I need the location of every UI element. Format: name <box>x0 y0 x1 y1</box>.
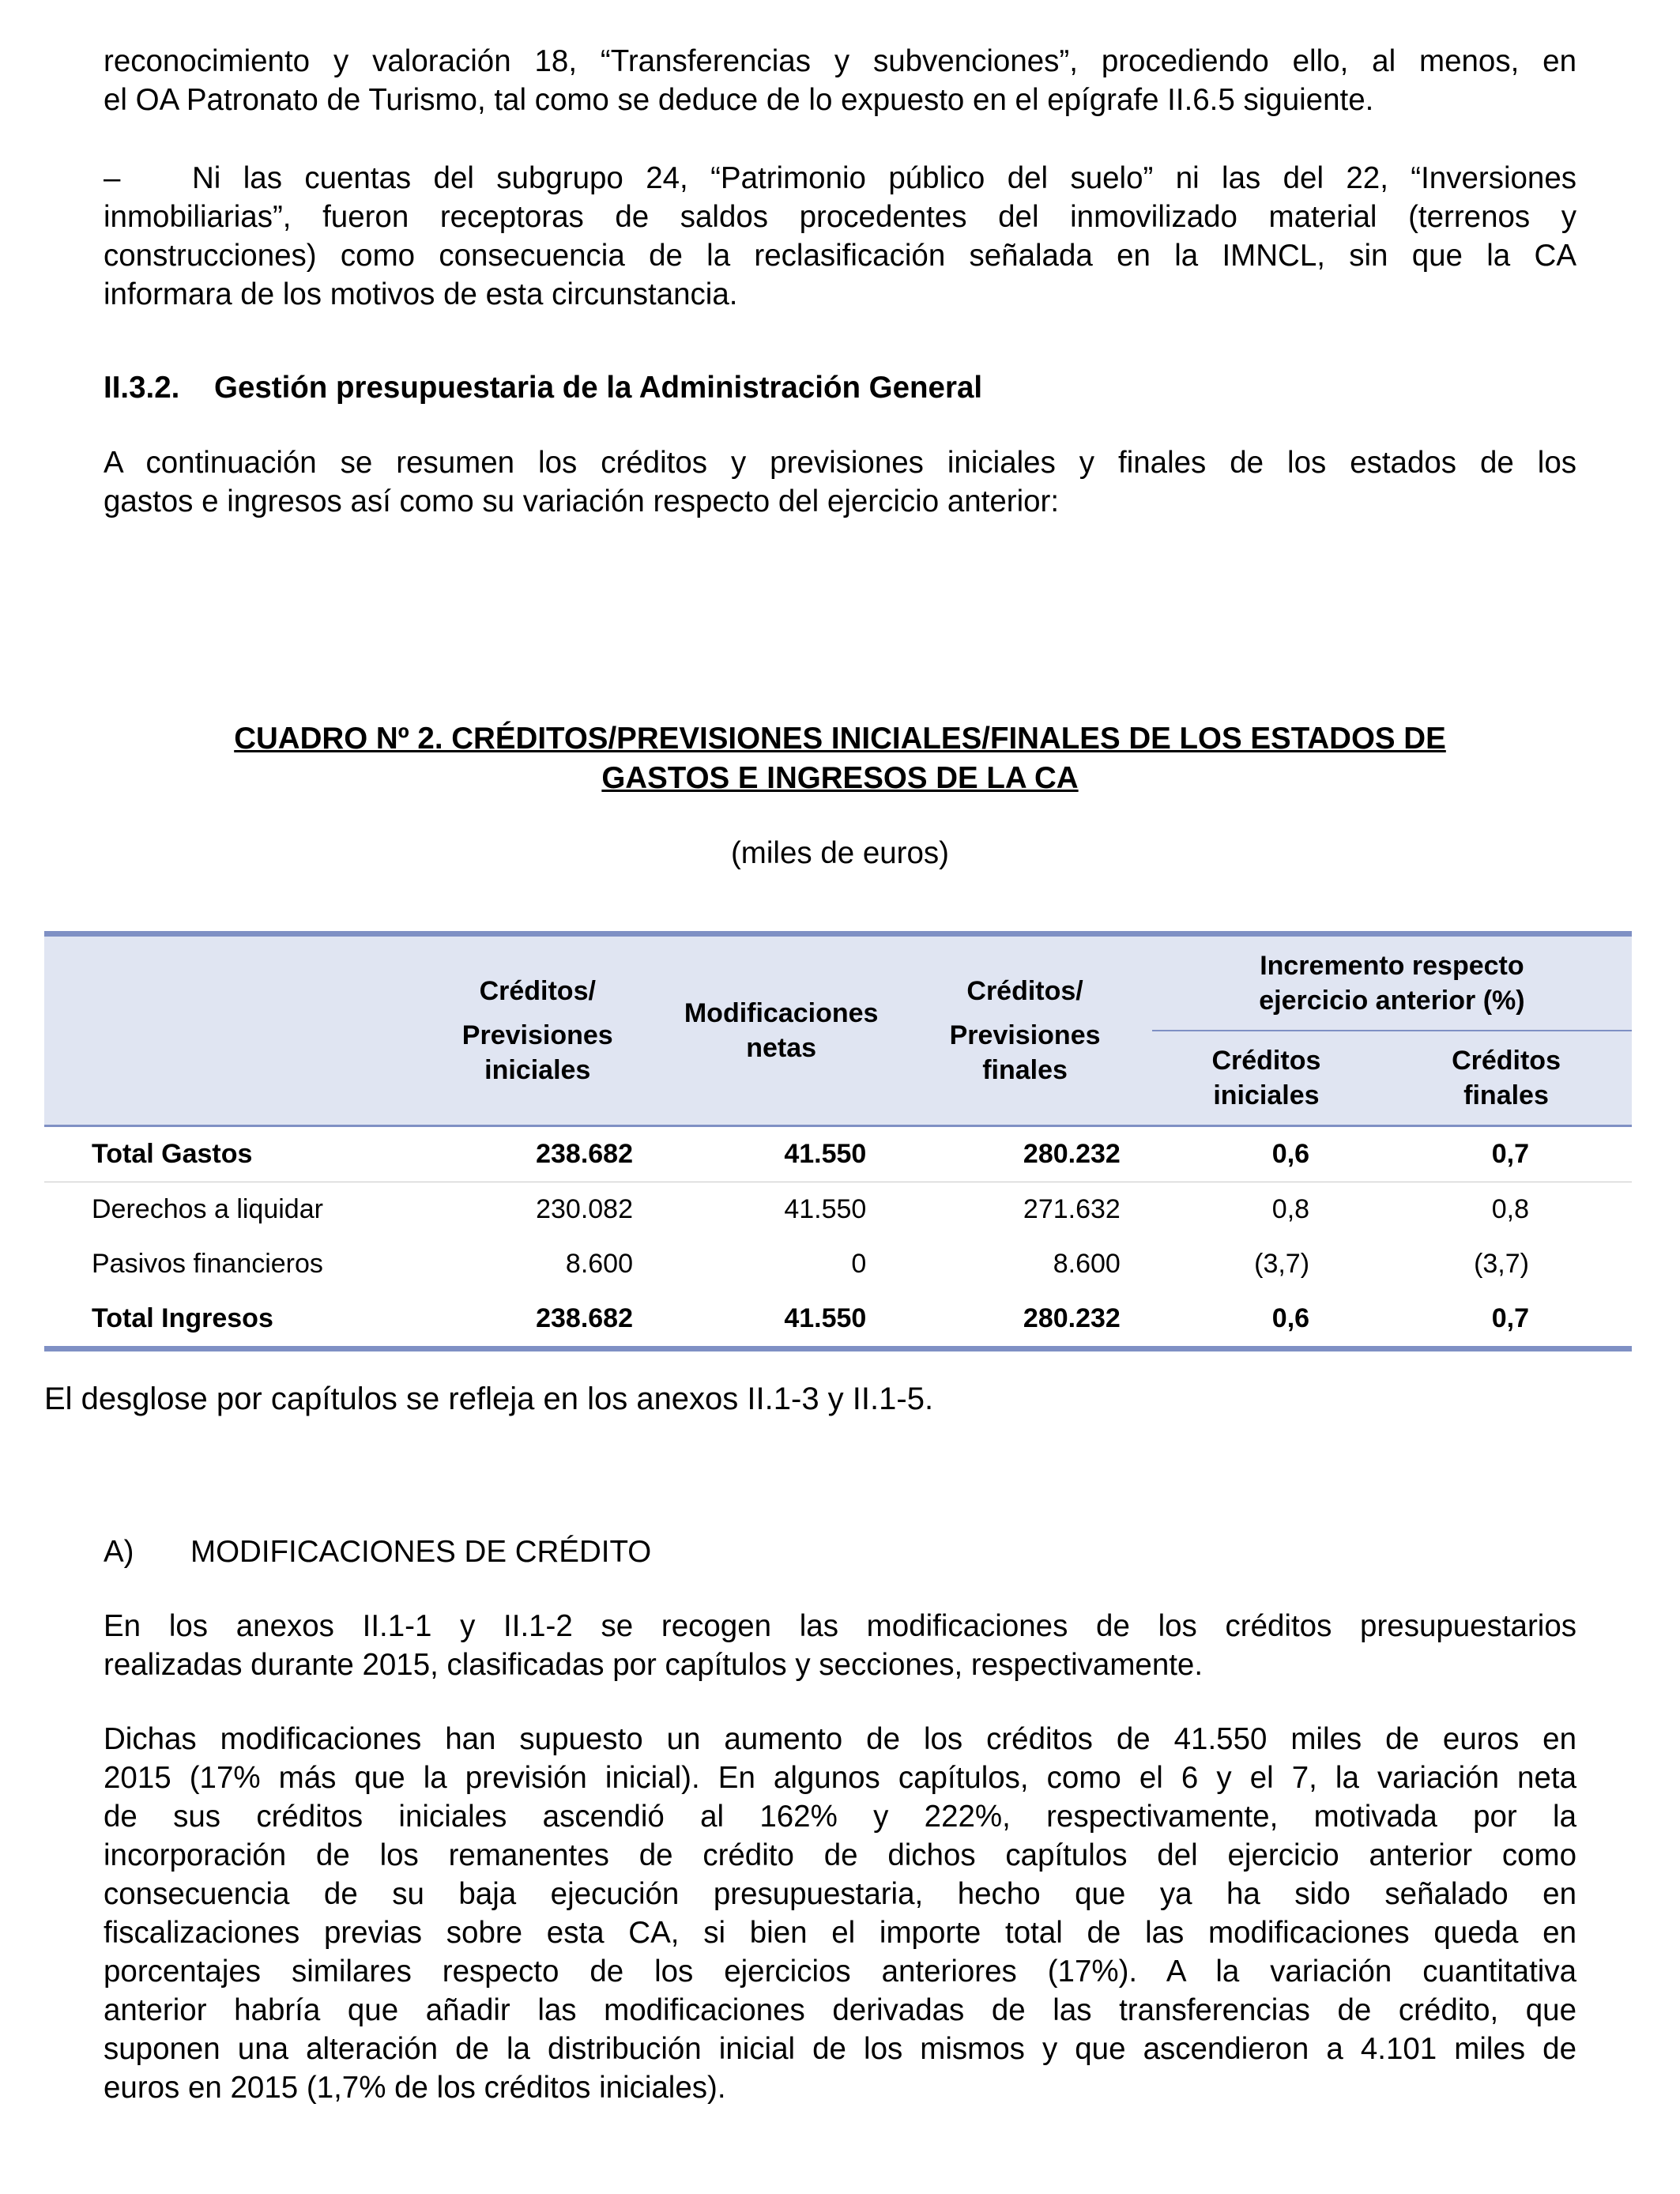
cell-value: 0,6 <box>1271 1303 1310 1333</box>
text-line <box>104 159 1576 198</box>
text-line: reconocimiento y valoración 18, “Transferencias y subvenciones”, procediendo ello, al menos, en <box>104 44 1576 78</box>
header-text: Créditos/ <box>479 976 596 1006</box>
cell-value: 8.600 <box>565 1249 633 1279</box>
header-text: Previsiones iniciales <box>461 1020 613 1085</box>
table-row <box>44 1126 1632 1182</box>
table-title <box>104 719 1576 798</box>
row-label: Total Ingresos <box>92 1303 273 1333</box>
table-row <box>44 1182 1632 1238</box>
text-line-content: Ni las cuentas del subgrupo 24, “Patrimonio público del suelo” ni las del 22, “Inversiones <box>192 161 1576 195</box>
text-line: informara de los motivos de esta circunstancia. <box>104 277 738 311</box>
header-text: Créditos iniciales <box>1211 1046 1321 1110</box>
text-line: construcciones) como consecuencia de la reclasificación señalada en la IMNCL, sin que la CA <box>104 239 1576 273</box>
cell-value: 271.632 <box>1023 1194 1121 1224</box>
section-heading <box>104 368 1576 407</box>
cell-value: (3,7) <box>1254 1249 1310 1279</box>
table-title-line: CUADRO Nº 2. CRÉDITOS/PREVISIONES INICIALES/FINALES DE LOS ESTADOS DE <box>234 722 1446 756</box>
subsection-letter: A) <box>104 1535 134 1569</box>
cell-value: 230.082 <box>536 1194 633 1224</box>
text-line: consecuencia de su baja ejecución presupuestaria, hecho que ya ha sido señalado en <box>104 1877 1576 1911</box>
cell-value: 41.550 <box>665 1126 898 1182</box>
row-label: Derechos a liquidar <box>92 1194 323 1224</box>
header-creditos-finales <box>898 934 1152 1126</box>
section-title: Gestión presupuestaria de la Administración General <box>214 371 983 405</box>
cell-value: 41.550 <box>784 1303 867 1333</box>
subsection-title: MODIFICACIONES DE CRÉDITO <box>190 1535 652 1569</box>
row-label: Total Gastos <box>44 1126 411 1182</box>
table-title-line: GASTOS E INGRESOS DE LA CA <box>601 761 1079 795</box>
cell-value: 0,8 <box>1491 1194 1529 1224</box>
row-label: Pasivos financieros <box>92 1249 323 1279</box>
text-line: el OA Patronato de Turismo, tal como se deduce de lo expuesto en el epígrafe II.6.5 siguiente. <box>104 83 1374 117</box>
header-text: Previsiones finales <box>949 1020 1101 1085</box>
cell-value: 0 <box>851 1249 867 1279</box>
header-modificaciones <box>665 934 898 1126</box>
header-incremento-group <box>1152 934 1632 1031</box>
table-units: (miles de euros) <box>730 836 949 870</box>
cell-value: 238.682 <box>411 1126 665 1182</box>
paragraph-3 <box>104 443 1576 521</box>
cell-value: 280.232 <box>898 1126 1152 1182</box>
text-line: gastos e ingresos así como su variación respecto del ejercicio anterior: <box>104 484 1060 518</box>
text-line: En los anexos II.1-1 y II.1-2 se recogen las modificaciones de los créditos presupuestarios <box>104 1609 1576 1643</box>
header-text: Modificaciones netas <box>684 998 879 1063</box>
header-text: Incremento respecto ejercicio anterior (%) <box>1259 951 1525 1016</box>
paragraph-5 <box>104 1607 1576 1684</box>
cell-value: 0,6 <box>1152 1126 1381 1182</box>
paragraph-1 <box>104 42 1576 119</box>
text-line: inmobiliarias”, fueron receptoras de saldos procedentes del inmovilizado material (terrenos y <box>104 200 1576 234</box>
text-line: incorporación de los remanentes de crédito de dichos capítulos del ejercicio anterior como <box>104 1838 1576 1872</box>
table-row <box>44 1237 1632 1291</box>
dash-bullet: – <box>104 161 121 195</box>
cell-value: 0,7 <box>1381 1126 1632 1182</box>
header-text: Créditos finales <box>1452 1046 1561 1110</box>
text-line: euros en 2015 (1,7% de los créditos iniciales). <box>104 2071 726 2105</box>
header-text: Créditos/ <box>966 976 1083 1006</box>
cell-value: 0,8 <box>1271 1194 1310 1224</box>
text-line: realizadas durante 2015, clasificadas por capítulos y secciones, respectivamente. <box>104 1648 1203 1682</box>
table-row <box>44 1291 1632 1349</box>
text-line: A continuación se resumen los créditos y previsiones iniciales y finales de los estados de los <box>104 446 1576 480</box>
section-number: II.3.2. <box>104 371 180 405</box>
text-line: suponen una alteración de la distribución inicial de los mismos y que ascendieron a 4.101 miles de <box>104 2032 1576 2066</box>
header-incremento-finales <box>1381 1031 1632 1126</box>
cell-value: 280.232 <box>1023 1303 1121 1333</box>
text-line: 2015 (17% más que la previsión inicial). En algunos capítulos, como el 6 y el 7, la variación neta <box>104 1761 1576 1795</box>
subsection-heading <box>104 1532 651 1572</box>
text-line: Dichas modificaciones han supuesto un aumento de los créditos de 41.550 miles de euros en <box>104 1722 1576 1756</box>
paragraph-6 <box>104 1720 1576 2107</box>
cell-value: 41.550 <box>784 1194 867 1224</box>
text-line: anterior habría que añadir las modificaciones derivadas de las transferencias de crédito, que <box>104 1993 1576 2027</box>
text-line: de sus créditos iniciales ascendió al 162% y 222%, respectivamente, motivada por la <box>104 1800 1576 1834</box>
header-blank <box>44 934 411 1126</box>
cell-value: 0,7 <box>1491 1303 1529 1333</box>
cell-value: 238.682 <box>536 1303 633 1333</box>
cell-value: (3,7) <box>1474 1249 1529 1279</box>
text-line: fiscalizaciones previas sobre esta CA, si bien el importe total de las modificaciones queda en <box>104 1916 1576 1950</box>
annex-reference: El desglose por capítulos se refleja en los anexos II.1-3 y II.1-5. <box>44 1382 934 1416</box>
budget-table <box>44 931 1632 1351</box>
cell-value: 8.600 <box>1053 1249 1121 1279</box>
header-creditos-iniciales <box>411 934 665 1126</box>
paragraph-2 <box>104 159 1576 314</box>
header-incremento-iniciales <box>1152 1031 1381 1126</box>
text-line: porcentajes similares respecto de los ejercicios anteriores (17%). A la variación cuantitativa <box>104 1955 1576 1989</box>
